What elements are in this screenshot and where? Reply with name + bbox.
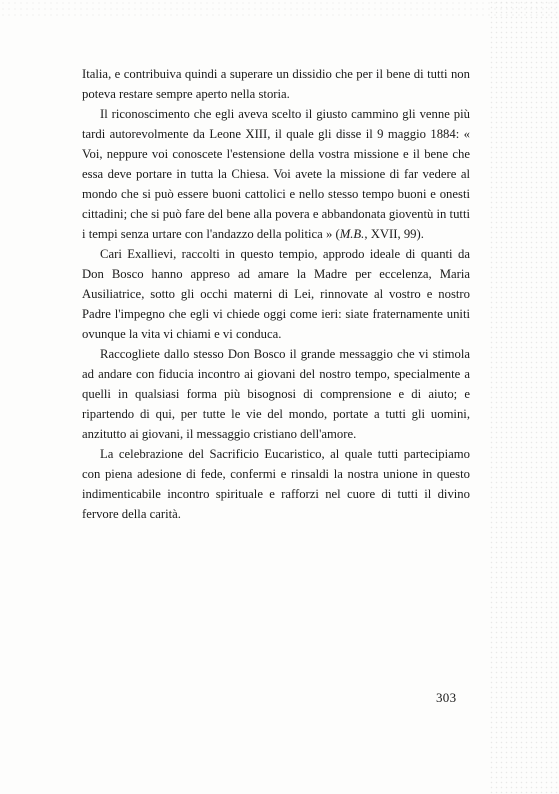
paragraph-text: Raccogliete dallo stesso Don Bosco il grande messaggio che vi stimola ad andare con fiducia incontro ai giovani del nostro tempo, specialmente a quelli in qualsiasi forma più bisognosi di comprensione e di aiuto; e ripartendo di qui, per tutte le vie del mondo, portate a tutti gli uomini, anzitutto ai giovani, il messaggio cristiano dell'amore. — [82, 347, 470, 441]
paragraph-3 — [82, 244, 470, 344]
paragraph-text: Il riconoscimento che egli aveva scelto il giusto cammino gli venne più tardi autorevolmente da Leone XIII, il quale gli disse il 9 maggio 1884: « Voi, neppure voi conoscete l'estensione della vostra missione e il bene che essa deve portare in tutta la Chiesa. Voi avete la missione di far vedere al mondo che si può essere buoni cattolici e nello stesso tempo buoni e onesti cittadini; che si può fare del bene alla povera e abbandonata gioventù in tutti i tempi senza urtare con l'andazzo della politica » ( — [82, 107, 470, 241]
scan-speckle-edge — [489, 0, 559, 794]
paragraph-2 — [82, 104, 470, 244]
scan-speckle-top — [0, 0, 559, 18]
paragraph-text: Cari Exallievi, raccolti in questo tempio, approdo ideale di quanti da Don Bosco hanno appreso ad amare la Madre per eccelenza, Maria Ausiliatrice, sotto gli occhi materni di Lei, rinnovate al vostro e nostro Padre l'impegno che egli vi chiede oggi come ieri: siate fraternamente uniti ovunque la vita vi chiami e vi conduca. — [82, 247, 470, 341]
paragraph-5 — [82, 444, 470, 524]
paragraph-1 — [82, 64, 470, 104]
body-text — [82, 64, 470, 524]
citation-reference: , XVII, 99). — [364, 227, 424, 241]
citation-abbreviation: M.B. — [339, 227, 365, 241]
paragraph-text: La celebrazione del Sacrificio Eucaristico, al quale tutti partecipiamo con piena adesione di fede, confermi e rinsaldi la nostra unione in questo indimenticabile incontro spirituale e rafforzi nel cuore di tutti il divino fervore della carità. — [82, 447, 470, 521]
paragraph-text: Italia, e contribuiva quindi a superare un dissidio che per il bene di tutti non poteva restare sempre aperto nella storia. — [82, 67, 470, 101]
paragraph-4 — [82, 344, 470, 444]
page-number: 303 — [436, 690, 457, 705]
